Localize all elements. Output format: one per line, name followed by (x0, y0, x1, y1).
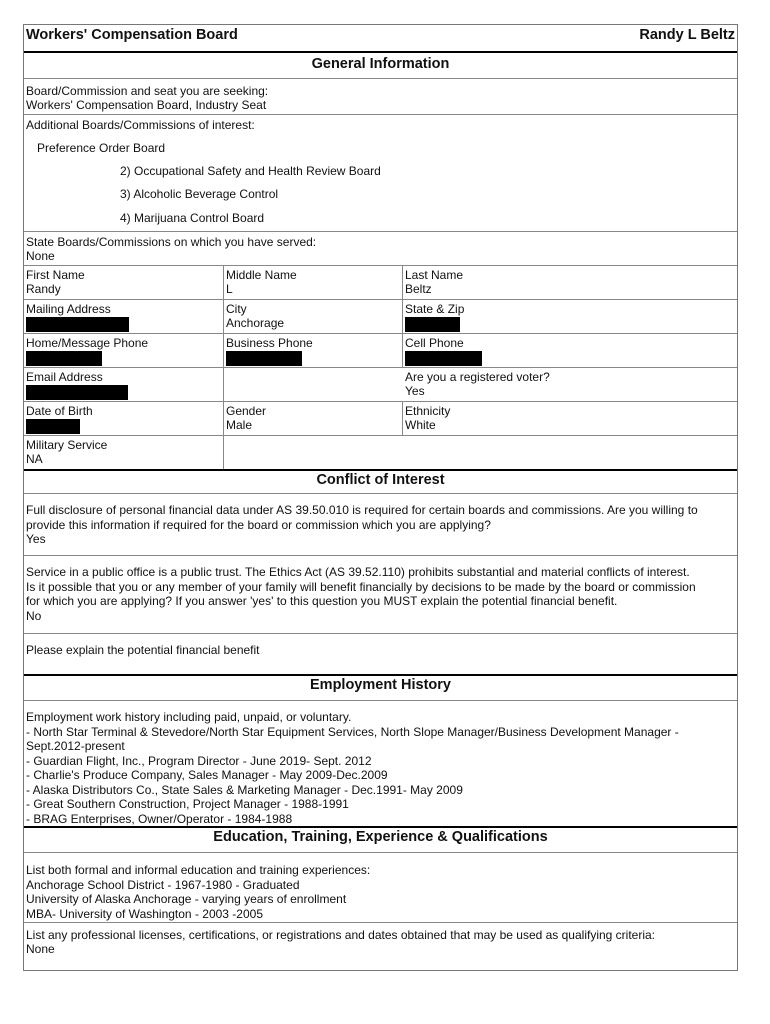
served-value: None (26, 249, 55, 263)
registered-voter-label: Are you a registered voter? (405, 370, 550, 384)
redacted-business-phone (226, 351, 302, 366)
preference-item: 3) Alcoholic Beverage Control (120, 187, 279, 201)
last-name-label: Last Name (405, 268, 464, 282)
email-label: Email Address (26, 370, 103, 384)
mailing-address-label: Mailing Address (26, 302, 111, 316)
last-name-value: Beltz (405, 282, 432, 296)
general-information-heading: General Information (311, 56, 450, 72)
explain-benefit-label: Please explain the potential financial benefit (26, 643, 260, 657)
ethics-act-answer: No (26, 608, 42, 623)
dob-label: Date of Birth (26, 404, 93, 418)
seat-value: Workers' Compensation Board, Industry Seat (26, 98, 267, 112)
home-phone-label: Home/Message Phone (26, 336, 149, 350)
application-form (23, 24, 738, 971)
applicant-name: Randy L Beltz (639, 27, 735, 43)
education-list: List both formal and informal education and training experiences: Anchorage School District - 1967-1980 - Graduated University of Alaska Anchorage - varying years of enrollment MBA- University of Washington - 2003 -2005 (26, 863, 371, 921)
redacted-mailing-address (26, 317, 129, 332)
middle-name-label: Middle Name (226, 268, 297, 282)
conflict-of-interest-heading: Conflict of Interest (316, 472, 445, 488)
employment-history-list: Employment work history including paid, unpaid, or voluntary. - North Star Terminal & Stevedore/North Star Equipment Services, North Slope Manager/Business Development Manager - Sept.2012-present - Guardian Flight, Inc., Program Director - June 2019- Sept. 2012 - Charlie's Produce Company, Sales Manager - May 2009-Dec.2009 - Alaska Distributors Co., State Sales & Marketing Manager - Dec.1991- May 2009 - Great Southern Construction, Project Manager - 1988-1991 - BRAG Enterprises, Owner/Operator - 1984-1988 (26, 710, 679, 826)
redacted-state-zip (405, 317, 460, 332)
preference-order-header: Preference Order Board (37, 141, 166, 155)
ethics-act-question: Service in a public office is a public trust. The Ethics Act (AS 39.52.110) prohibits substantial and material conflicts of interest. Is it possible that you or any member of your family will benefit financially by decisions to be made by the board or commission for which you are applying? If you answer 'yes' to this question you MUST explain the potential financial benefit. No (26, 565, 734, 623)
registered-voter-value: Yes (405, 384, 425, 398)
redacted-home-phone (26, 351, 102, 366)
military-label: Military Service (26, 438, 108, 452)
first-name-value: Randy (26, 282, 61, 296)
state-zip-label: State & Zip (405, 302, 465, 316)
redacted-cell-phone (405, 351, 482, 366)
served-label: State Boards/Commissions on which you have served: (26, 235, 317, 249)
financial-disclosure-question: Full disclosure of personal financial data under AS 39.50.010 is required for certain boards and commissions. Are you willing to provide this information if required for the board or commission which you are applying? Yes (26, 503, 734, 547)
redacted-email (26, 385, 128, 400)
seat-label: Board/Commission and seat you are seeking: (26, 84, 269, 98)
employment-history-heading: Employment History (310, 677, 451, 693)
city-value: Anchorage (226, 316, 285, 330)
board-title: Workers' Compensation Board (26, 27, 238, 43)
preference-item: 4) Marijuana Control Board (120, 211, 265, 225)
city-label: City (226, 302, 247, 316)
gender-value: Male (226, 418, 253, 432)
ethnicity-label: Ethnicity (405, 404, 451, 418)
cell-phone-label: Cell Phone (405, 336, 464, 350)
preference-item: 2) Occupational Safety and Health Review Board (120, 164, 381, 178)
middle-name-value: L (226, 282, 233, 296)
education-heading: Education, Training, Experience & Qualifications (213, 829, 548, 845)
financial-disclosure-answer: Yes (26, 532, 46, 546)
business-phone-label: Business Phone (226, 336, 313, 350)
ethnicity-value: White (405, 418, 436, 432)
licenses-label: List any professional licenses, certifications, or registrations and dates obtained that may be used as qualifying criteria: (26, 928, 656, 942)
additional-boards-label: Additional Boards/Commissions of interest: (26, 118, 255, 132)
licenses-value: None (26, 942, 55, 956)
gender-label: Gender (226, 404, 267, 418)
first-name-label: First Name (26, 268, 85, 282)
military-value: NA (26, 452, 43, 466)
header-rule (24, 51, 737, 53)
redacted-dob (26, 419, 80, 434)
